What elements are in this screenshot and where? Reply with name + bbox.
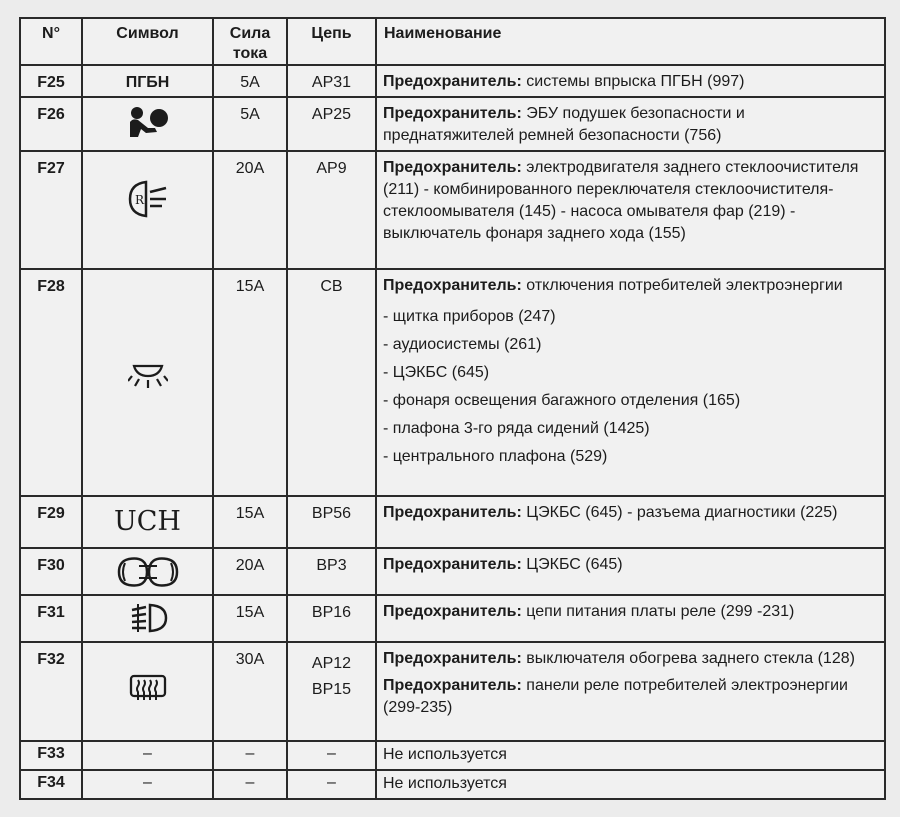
description-text: выключателя обогрева заднего стекла (128)	[526, 650, 855, 667]
description-text: цепи питания платы реле (299 -231)	[526, 603, 795, 620]
symbol-text: UCH	[114, 506, 181, 537]
table-row	[20, 741, 885, 770]
fuse-circuit	[287, 642, 376, 741]
symbol-cell	[82, 151, 213, 269]
fuse-current: 5A	[213, 97, 287, 151]
fuse-description	[376, 595, 885, 642]
fuse-circuit: BP3	[287, 548, 376, 595]
sub-item: - ЦЭКБС (645)	[383, 364, 490, 381]
table-row	[20, 642, 885, 741]
fuse-circuit: BP56	[287, 496, 376, 548]
rear-fog-light-icon	[126, 178, 170, 220]
svg-text:R: R	[134, 193, 144, 207]
fuse-current: 15A	[213, 496, 287, 548]
fuse-number: F29	[20, 496, 82, 548]
table-row	[20, 496, 885, 548]
description-block-2	[383, 675, 878, 719]
fuse-circuit: –	[287, 741, 376, 770]
fuse-description: Не используется	[376, 741, 885, 770]
fuse-prefix: Предохранитель:	[383, 504, 522, 521]
symbol-cell: –	[82, 741, 213, 770]
fuse-prefix: Предохранитель:	[383, 677, 522, 694]
fuse-circuit: –	[287, 770, 376, 799]
header-current: Сила тока	[213, 18, 287, 65]
fuse-circuit: AP9	[287, 151, 376, 269]
table-row	[20, 548, 885, 595]
description-text: ЦЭКБС (645) - разъема диагностики (225)	[526, 504, 838, 521]
fuse-circuit: AP25	[287, 97, 376, 151]
fuse-description: Не используется	[376, 770, 885, 799]
fuse-number: F25	[20, 65, 82, 97]
header-name: Наименование	[376, 18, 885, 65]
symbol-cell	[82, 97, 213, 151]
symbol-cell	[82, 548, 213, 595]
description-text: ЭБУ подушек безопасности и преднатяжителей ремней безопасности (756)	[383, 105, 745, 144]
fuse-number: F31	[20, 595, 82, 642]
fuse-number: F26	[20, 97, 82, 151]
header-row	[20, 18, 885, 65]
fuse-current: 15A	[213, 269, 287, 496]
description-text: отключения потребителей электроэнергии	[526, 277, 843, 294]
fuse-number: F34	[20, 770, 82, 799]
interior-light-icon	[128, 362, 168, 390]
symbol-cell	[82, 642, 213, 741]
symbol-cell	[82, 496, 213, 548]
fuse-number: F27	[20, 151, 82, 269]
sub-item: - аудиосистемы (261)	[383, 336, 542, 353]
airbag-icon	[124, 104, 172, 144]
header-number: N°	[20, 18, 82, 65]
fuse-number: F28	[20, 269, 82, 496]
sub-item: - плафона 3-го ряда сидений (1425)	[383, 420, 650, 437]
front-fog-light-icon	[117, 555, 179, 589]
header-symbol: Символ	[82, 18, 213, 65]
fuse-current: –	[213, 741, 287, 770]
fuse-circuit: AP31	[287, 65, 376, 97]
fuse-prefix: Предохранитель:	[383, 277, 522, 294]
table-row	[20, 97, 885, 151]
description-text: электродвигателя заднего стеклоочистителя (211) - комбинированного переключателя стеклоочистителя-стеклоомывателя (145) - насоса омывателя фар (219) - выключатель фонаря заднего хода (155)	[383, 159, 859, 242]
fuse-description	[376, 642, 885, 741]
fuse-number: F32	[20, 642, 82, 741]
fuse-prefix: Предохранитель:	[383, 650, 522, 667]
fuse-current: 30A	[213, 642, 287, 741]
rear-fog-lamp-icon	[128, 602, 168, 634]
fuse-current: –	[213, 770, 287, 799]
table-row	[20, 151, 885, 269]
symbol-cell	[82, 269, 213, 496]
fuse-current: 5A	[213, 65, 287, 97]
table-row	[20, 65, 885, 97]
fuse-description	[376, 548, 885, 595]
description-text: панели реле потребителей электроэнергии (299-235)	[383, 677, 848, 716]
fuse-number: F30	[20, 548, 82, 595]
symbol-cell	[82, 595, 213, 642]
symbol-cell	[82, 65, 213, 97]
description-text: ЦЭКБС (645)	[526, 556, 623, 573]
symbol-cell: –	[82, 770, 213, 799]
fuse-table	[19, 17, 886, 800]
fuse-prefix: Предохранитель:	[383, 159, 522, 176]
table-row	[20, 269, 885, 496]
fuse-prefix: Предохранитель:	[383, 73, 522, 90]
sub-item: - щитка приборов (247)	[383, 308, 556, 325]
symbol-text: ПГБН	[125, 74, 170, 91]
fuse-description	[376, 269, 885, 496]
fuse-description	[376, 151, 885, 269]
fuse-number: F33	[20, 741, 82, 770]
description-text: системы впрыска ПГБН (997)	[526, 73, 745, 90]
fuse-prefix: Предохранитель:	[383, 556, 522, 573]
sub-item: - центрального плафона (529)	[383, 448, 608, 465]
fuse-description	[376, 65, 885, 97]
fuse-description	[376, 97, 885, 151]
fuse-prefix: Предохранитель:	[383, 105, 522, 122]
fuse-current: 20A	[213, 548, 287, 595]
table-row	[20, 595, 885, 642]
sub-item: - фонаря освещения багажного отделения (165)	[383, 392, 741, 409]
fuse-current: 20A	[213, 151, 287, 269]
fuse-prefix: Предохранитель:	[383, 603, 522, 620]
table-row	[20, 770, 885, 799]
fuse-description	[376, 496, 885, 548]
circuit-line: BP15	[311, 681, 352, 698]
fuse-circuit: BP16	[287, 595, 376, 642]
header-circuit: Цепь	[287, 18, 376, 65]
rear-defrost-icon	[128, 673, 168, 703]
fuse-current: 15A	[213, 595, 287, 642]
circuit-line: AP12	[311, 655, 352, 672]
fuse-circuit: CB	[287, 269, 376, 496]
